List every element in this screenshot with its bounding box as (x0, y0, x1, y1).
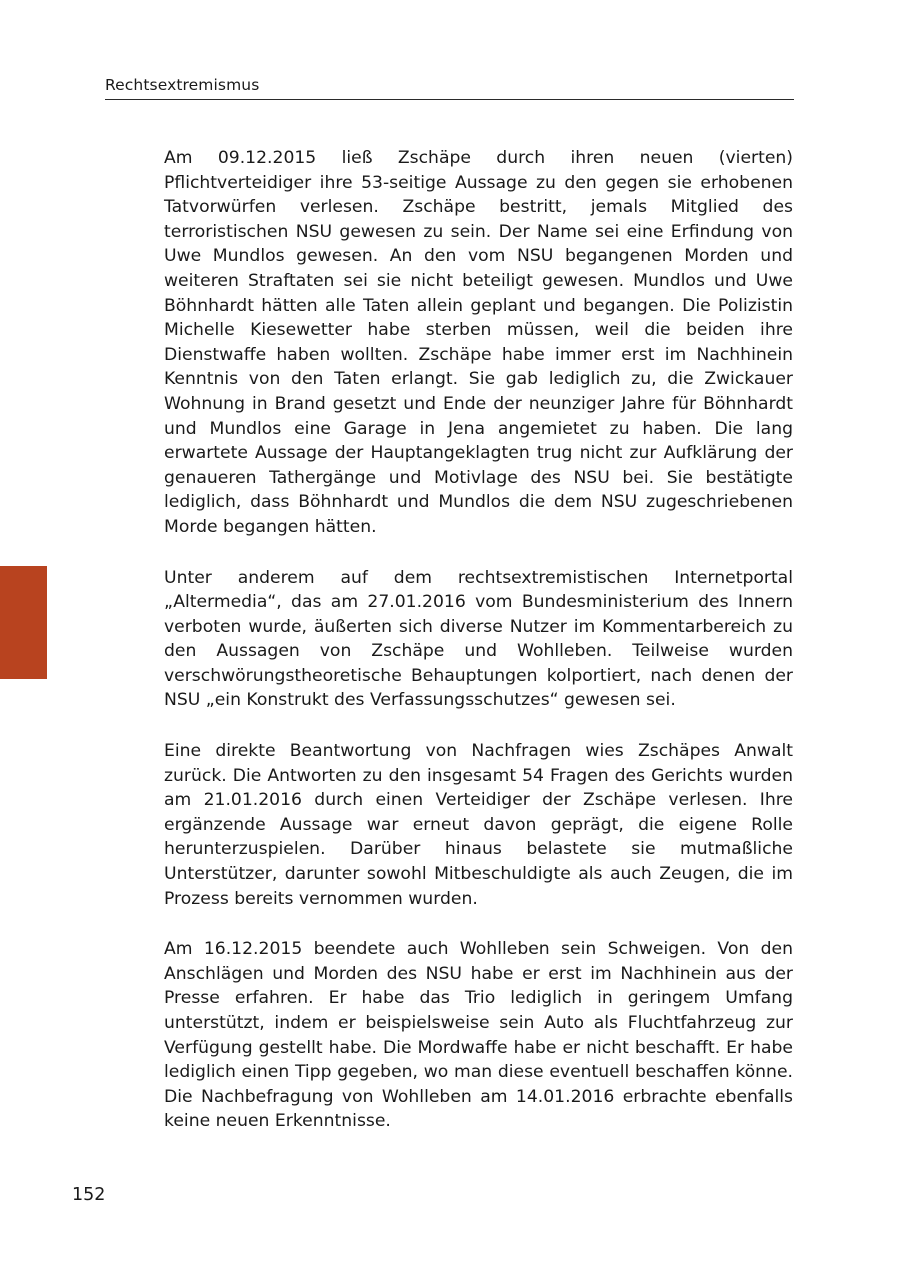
body-text (164, 146, 793, 1160)
chapter-side-tab (0, 566, 47, 679)
paragraph-4: Am 16.12.2015 beendete auch Wohlleben sein Schweigen. Von den Anschlägen und Morden des NSU habe er erst im Nachhinein aus der Presse erfahren. Er habe das Trio lediglich in geringem Umfang unterstützt, indem er beispielsweise sein Auto als Fluchtfahrzeug zur Verfügung gestellt habe. Die Mordwaffe habe er nicht beschafft. Er habe lediglich einen Tipp gegeben, wo man diese eventuell beschaffen könne. Die Nachbefragung von Wohlleben am 14.01.2016 erbrachte ebenfalls keine neuen Erkenntnisse. (164, 939, 793, 1132)
paragraph-3: Eine direkte Beantwortung von Nachfragen wies Zschäpes Anwalt zurück. Die Antworten zu den insgesamt 54 Fragen des Gerichts wurden am 21.01.2016 durch einen Verteidiger der Zschäpe verlesen. Ihre ergänzende Aussage war erneut davon geprägt, die eigene Rolle herunterzuspielen. Darüber hinaus belastete sie mutmaßliche Unterstützer, darunter sowohl Mitbeschuldigte als auch Zeugen, die im Prozess bereits vernommen wurden. (164, 741, 793, 909)
running-head-title: Rechtsextremismus (105, 76, 260, 94)
header-rule (105, 99, 794, 100)
paragraph-1: Am 09.12.2015 ließ Zschäpe durch ihren neuen (vierten) Pflichtverteidiger ihre 53-seitige Aussage zu den gegen sie erhobenen Tatvorwürfen verlesen. Zschäpe bestritt, jemals Mitglied des terroristischen NSU gewesen zu sein. Der Name sei eine Erfindung von Uwe Mundlos gewesen. An den vom NSU begangenen Morden und weiteren Straftaten sei sie nicht beteiligt gewesen. Mundlos und Uwe Böhnhardt hätten alle Taten allein geplant und begangen. Die Polizistin Michelle Kiesewetter habe sterben müssen, weil die beiden ihre Dienstwaffe haben wollten. Zschäpe habe immer erst im Nachhinein Kenntnis von den Taten erlangt. Sie gab lediglich zu, die Zwickauer Wohnung in Brand gesetzt und Ende der neunziger Jahre für Böhnhardt und Mundlos eine Garage in Jena angemietet zu haben. Die lang erwartete Aussage der Hauptangeklagten trug nicht zur Aufklärung der genaueren Tathergänge und Motivlage des NSU bei. Sie bestätigte lediglich, dass Böhnhardt und Mundlos die dem NSU zugeschriebenen Morde begangen hätten. (164, 148, 793, 537)
page-number: 152 (72, 1185, 106, 1205)
paragraph-2: Unter anderem auf dem rechtsextremistischen Internetportal „Altermedia“, das am 27.01.2016 vom Bundesministerium des Innern verboten wurde, äußerten sich diverse Nutzer im Kommentarbereich zu den Aussagen von Zschäpe und Wohlleben. Teilweise wurden verschwörungstheoretische Behauptungen kolportiert, nach denen der NSU „ein Konstrukt des Verfassungsschutzes“ gewesen sei. (164, 567, 793, 711)
